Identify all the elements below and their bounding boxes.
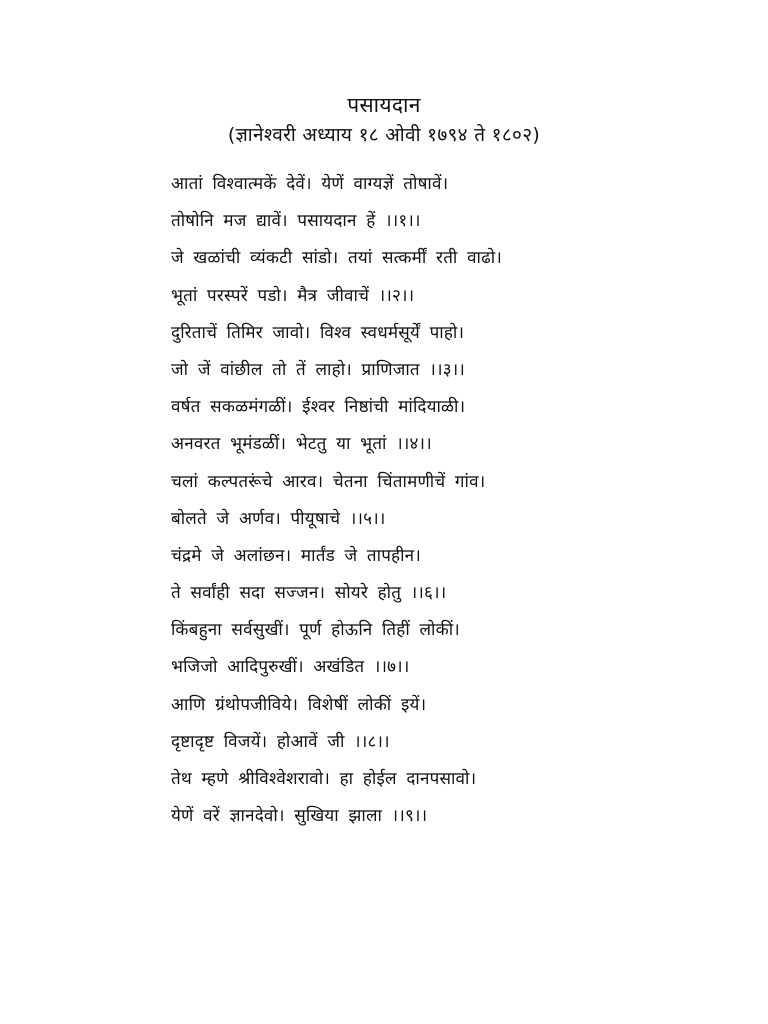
verse-line: जो जें वांछील तो तें लाहो। प्राणिजात ।।३।। [171, 359, 466, 380]
verse-line: भजिजो आदिपुरुखीं। अखंडित ।।७।। [171, 657, 410, 678]
verse-line: तोषोनि मज द्यावें। पसायदान हें ।।१।। [171, 211, 421, 232]
verse-list [171, 166, 731, 835]
verse-line: येणें वरें ज्ञानदेवो। सुखिया झाला ।।९।। [171, 806, 428, 827]
verse-line: वर्षत सकळमंगळीं। ईश्वर निष्ठांची मांदियाळी। [171, 397, 466, 418]
verse-line: आतां विश्वात्मकें देवें। येणें वाग्यज्ञें तोषावें। [171, 174, 449, 194]
verse-line: चंद्रमे जे अलांछन। मार्तंड जे तापहीन। [171, 545, 421, 566]
verse-line: दृष्टादृष्ट विजयें। होआवें जी ।।८।। [171, 731, 390, 752]
page-title: पसायदान [347, 93, 421, 117]
verse-line: आणि ग्रंथोपजीविये। विशेषीं लोकीं इयें। [171, 694, 427, 715]
verse-line: जे खळांची व्यंकटी सांडो। तयां सत्कर्मीं रती वाढो। [171, 248, 502, 269]
verse-line: किंबहुना सर्वसुखीं। पूर्ण होऊनि तिहीं लोकीं। [171, 620, 460, 641]
page-subtitle: (ज्ञानेश्वरी अध्याय १८ ओवी १७९४ ते १८०२) [227, 124, 541, 146]
verse-line: अनवरत भूमंडळीं। भेटतु या भूतां ।।४।। [171, 434, 432, 455]
verse-line: दुरिताचें तिमिर जावो। विश्व स्वधर्मसूर्यें पाहो। [171, 322, 465, 343]
verse-line: ते सर्वांही सदा सज्जन। सोयरे होतु ।।६।। [171, 583, 447, 604]
verse-line: बोलते जे अर्णव। पीयूषाचे ।।५।। [171, 508, 386, 529]
verse-line: भूतां परस्परें पडो। मैत्र जीवाचें ।।२।। [171, 285, 415, 306]
verse-line: तेथ म्हणे श्रीविश्वेशरावो। हा होईल दानपसावो। [171, 769, 477, 789]
verse-line: चलां कल्पतरूंचे आरव। चेतना चिंतामणीचें गांव। [171, 471, 486, 492]
